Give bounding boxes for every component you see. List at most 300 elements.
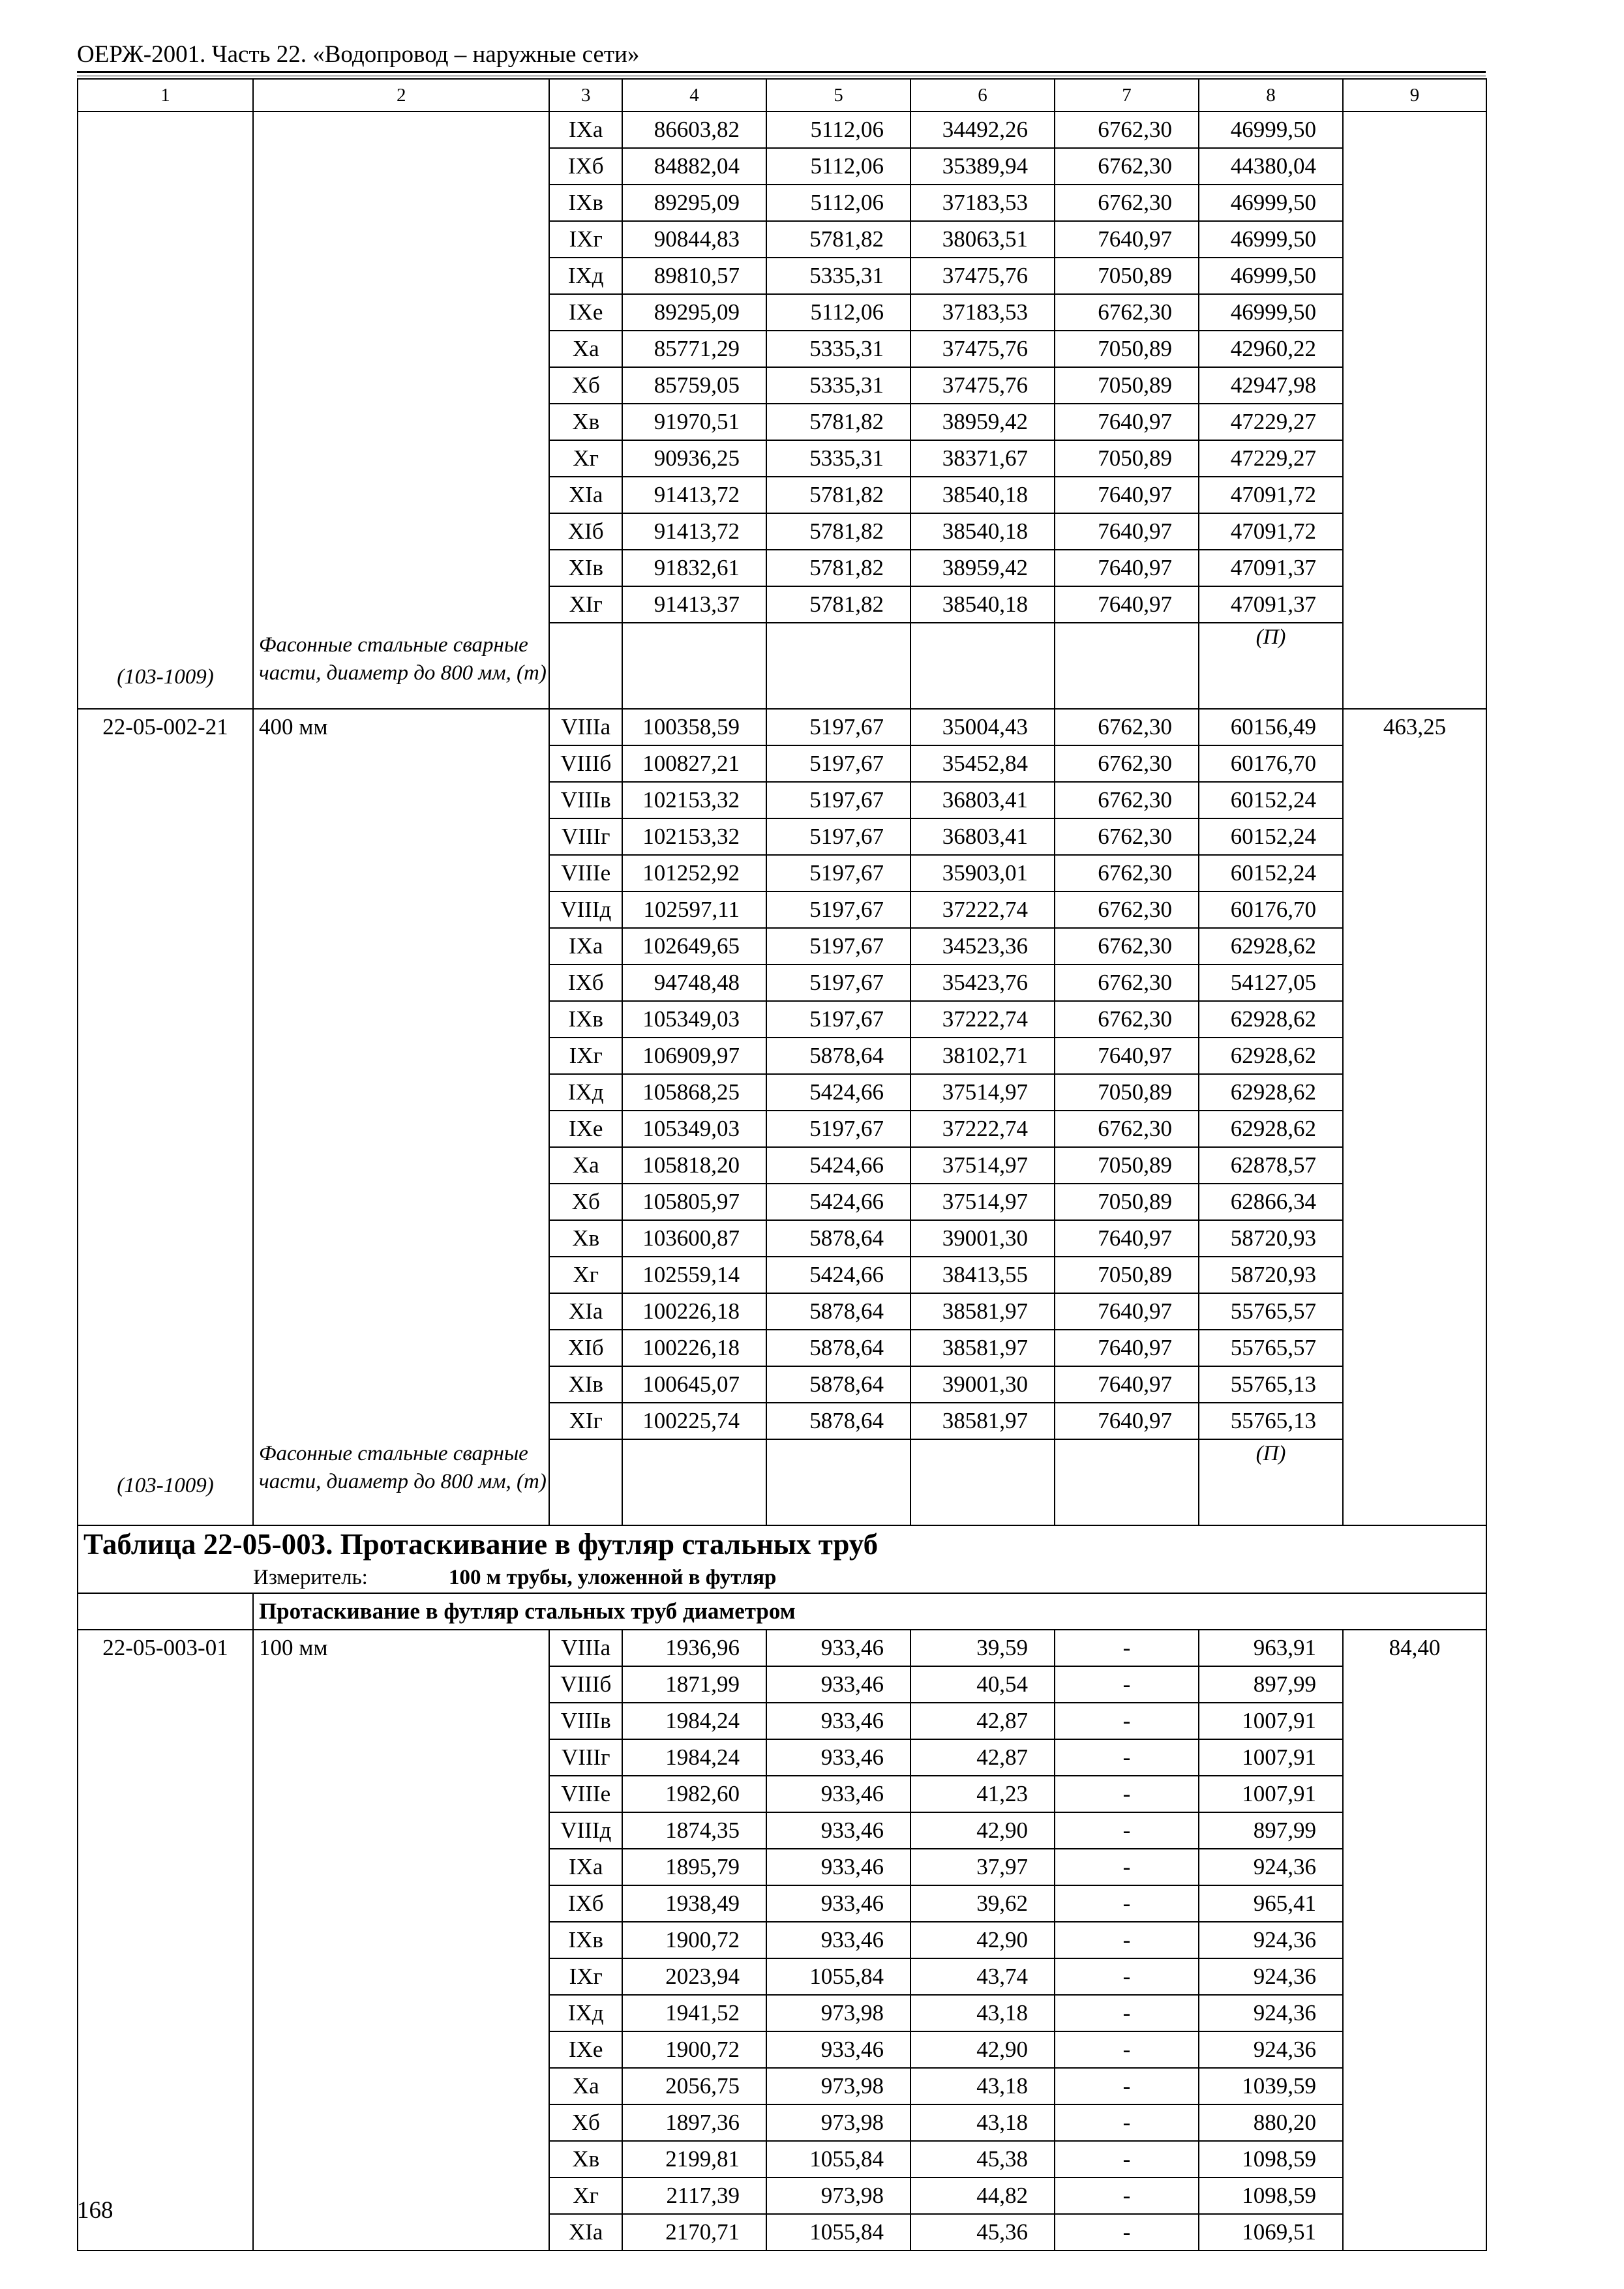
cell-col4: 91832,61	[622, 550, 766, 586]
column-number: 3	[549, 79, 622, 112]
section-empty-cell	[78, 1593, 253, 1630]
cell-region: Xг	[549, 1257, 622, 1293]
cell-col6: 38959,42	[910, 404, 1055, 440]
cell-col5: 5878,64	[766, 1293, 910, 1330]
cell-col5: 5335,31	[766, 258, 910, 294]
cell-region: IXа	[549, 1849, 622, 1885]
cell-col5: 5781,82	[766, 221, 910, 258]
page-number: 168	[77, 2197, 113, 2224]
cell-col7: 7640,97	[1055, 1220, 1199, 1257]
resource-name-note: Фасонные стальные сварные части, диаметр до 800 мм, (т)	[258, 1442, 547, 1493]
cell-col4: 1941,52	[622, 1995, 766, 2031]
cell-col7: -	[1055, 2104, 1199, 2141]
cell-col8: 62928,62	[1199, 1074, 1343, 1111]
cell-col8: 47229,27	[1199, 404, 1343, 440]
resource-name-note: Фасонные стальные сварные части, диаметр до 800 мм, (т)	[258, 633, 547, 685]
cell-col7: 6762,30	[1055, 891, 1199, 928]
rate-code: 22-05-003-01	[78, 1630, 253, 2251]
cell-col7: 7050,89	[1055, 1184, 1199, 1220]
cell-col5: 5197,67	[766, 709, 910, 745]
cell-col5: 5335,31	[766, 440, 910, 477]
cell-col5: 5335,31	[766, 367, 910, 404]
cell-col7: 7640,97	[1055, 1403, 1199, 1439]
cell-col4: 102153,32	[622, 782, 766, 818]
cell-region: IXе	[549, 294, 622, 331]
cell-region: XIв	[549, 1366, 622, 1403]
cell-col5: 973,98	[766, 1995, 910, 2031]
cell-col6: 36803,41	[910, 818, 1055, 855]
cell-region: VIIIв	[549, 782, 622, 818]
rates-table	[77, 78, 1487, 2251]
rates-table-body	[78, 79, 1486, 2251]
cell-col5: 933,46	[766, 1922, 910, 1958]
cell-col6: 42,87	[910, 1739, 1055, 1776]
cell-col4: 89295,09	[622, 185, 766, 221]
cell-region: XIб	[549, 513, 622, 550]
cell-col5: 933,46	[766, 1703, 910, 1739]
cell-col5: 933,46	[766, 2031, 910, 2068]
cell-col7: 7640,97	[1055, 221, 1199, 258]
cell-region: Xв	[549, 2141, 622, 2177]
cell-region: IXа	[549, 112, 622, 148]
note-empty-cell	[766, 1439, 910, 1525]
cell-col7: 6762,30	[1055, 294, 1199, 331]
cell-col8: 62928,62	[1199, 928, 1343, 965]
cell-col4: 2056,75	[622, 2068, 766, 2104]
cell-col7: -	[1055, 2177, 1199, 2214]
cell-region: Xа	[549, 331, 622, 367]
cell-col7: 6762,30	[1055, 709, 1199, 745]
cell-col4: 84882,04	[622, 148, 766, 185]
cell-col6: 40,54	[910, 1666, 1055, 1703]
cell-col8: 54127,05	[1199, 965, 1343, 1001]
cell-col4: 91413,72	[622, 513, 766, 550]
cell-col6: 38959,42	[910, 550, 1055, 586]
cell-col5: 5112,06	[766, 148, 910, 185]
cell-col4: 100226,18	[622, 1330, 766, 1366]
cell-col5: 5112,06	[766, 185, 910, 221]
cell-col8: 62928,62	[1199, 1111, 1343, 1147]
resource-unit-note: (П)	[1256, 625, 1286, 649]
cell-col7: -	[1055, 1885, 1199, 1922]
cell-col7: 6762,30	[1055, 965, 1199, 1001]
cell-region: VIIIг	[549, 818, 622, 855]
cell-col4: 86603,82	[622, 112, 766, 148]
page-header: ОЕРЖ-2001. Часть 22. «Водопровод – наружные сети»	[77, 41, 640, 68]
cell-col5: 5781,82	[766, 550, 910, 586]
cell-col6: 39,62	[910, 1885, 1055, 1922]
cell-col8: 60152,24	[1199, 855, 1343, 891]
cell-col6: 39001,30	[910, 1366, 1055, 1403]
cell-col8: 924,36	[1199, 1849, 1343, 1885]
cell-region: VIIIг	[549, 1739, 622, 1776]
cell-col6: 37222,74	[910, 891, 1055, 928]
cell-col7: 6762,30	[1055, 928, 1199, 965]
cell-col6: 34492,26	[910, 112, 1055, 148]
cell-region: Xв	[549, 404, 622, 440]
cell-col6: 43,74	[910, 1958, 1055, 1995]
cell-col6: 35004,43	[910, 709, 1055, 745]
cell-col4: 85771,29	[622, 331, 766, 367]
cell-col6: 35903,01	[910, 855, 1055, 891]
cell-col8: 924,36	[1199, 1922, 1343, 1958]
cell-region: VIIIд	[549, 1812, 622, 1849]
cell-col8: 44380,04	[1199, 148, 1343, 185]
cell-col7: -	[1055, 1922, 1199, 1958]
cell-col6: 37475,76	[910, 367, 1055, 404]
note-empty-cell	[622, 1439, 766, 1525]
table-title: Таблица 22-05-003. Протаскивание в футляр стальных труб	[83, 1528, 879, 1561]
cell-col4: 89810,57	[622, 258, 766, 294]
cell-col7: 6762,30	[1055, 818, 1199, 855]
cell-col4: 102597,11	[622, 891, 766, 928]
cell-col7: -	[1055, 2031, 1199, 2068]
cell-col6: 39001,30	[910, 1220, 1055, 1257]
cell-region: Xг	[549, 440, 622, 477]
cell-col8: 60156,49	[1199, 709, 1343, 745]
cell-col8: 1098,59	[1199, 2177, 1343, 2214]
cell-col7: 6762,30	[1055, 112, 1199, 148]
cell-col4: 94748,48	[622, 965, 766, 1001]
cell-col6: 38581,97	[910, 1403, 1055, 1439]
cell-col5: 5197,67	[766, 782, 910, 818]
cell-col4: 101252,92	[622, 855, 766, 891]
cell-col6: 38540,18	[910, 513, 1055, 550]
rate-name: 100 мм	[253, 1630, 550, 2251]
cell-col8: 60152,24	[1199, 782, 1343, 818]
cell-col5: 1055,84	[766, 1958, 910, 1995]
cell-region: IXб	[549, 148, 622, 185]
cell-col5: 5197,67	[766, 1001, 910, 1038]
cell-col7: 7640,97	[1055, 1293, 1199, 1330]
cell-col7: -	[1055, 1776, 1199, 1812]
cell-col5: 5197,67	[766, 1111, 910, 1147]
cell-col5: 5335,31	[766, 331, 910, 367]
cell-col8: 60176,70	[1199, 745, 1343, 782]
cell-region: IXд	[549, 1074, 622, 1111]
cell-col7: -	[1055, 1739, 1199, 1776]
cell-col6: 44,82	[910, 2177, 1055, 2214]
cell-col4: 1982,60	[622, 1776, 766, 1812]
cell-col8: 924,36	[1199, 1995, 1343, 2031]
cell-col8: 924,36	[1199, 2031, 1343, 2068]
resource-code-note: (103-1009)	[117, 665, 214, 689]
cell-col6: 38413,55	[910, 1257, 1055, 1293]
cell-col6: 34523,36	[910, 928, 1055, 965]
cell-col6: 38581,97	[910, 1293, 1055, 1330]
note-empty-cell	[766, 623, 910, 709]
cell-col7: -	[1055, 1958, 1199, 1995]
cell-col8: 47091,37	[1199, 586, 1343, 623]
cell-region: VIIIв	[549, 1703, 622, 1739]
section-row	[78, 1593, 1486, 1630]
cell-region: IXб	[549, 1885, 622, 1922]
col9-cell: 84,40	[1343, 1630, 1486, 2251]
cell-region: Xг	[549, 2177, 622, 2214]
cell-col6: 39,59	[910, 1630, 1055, 1666]
rate-code: 22-05-002-21	[102, 714, 228, 740]
cell-col7: -	[1055, 2068, 1199, 2104]
cell-col5: 5424,66	[766, 1257, 910, 1293]
cell-col4: 100226,18	[622, 1293, 766, 1330]
cell-col8: 46999,50	[1199, 112, 1343, 148]
column-number: 9	[1343, 79, 1486, 112]
cell-col6: 37514,97	[910, 1147, 1055, 1184]
cell-region: IXе	[549, 1111, 622, 1147]
cell-col6: 37475,76	[910, 331, 1055, 367]
note-empty-cell	[910, 1439, 1055, 1525]
note-empty-cell	[1055, 1439, 1199, 1525]
cell-col5: 973,98	[766, 2104, 910, 2141]
cell-col5: 5781,82	[766, 513, 910, 550]
cell-col7: 7640,97	[1055, 513, 1199, 550]
note-empty-cell	[1055, 623, 1199, 709]
cell-region: VIIIб	[549, 1666, 622, 1703]
cell-col5: 933,46	[766, 1666, 910, 1703]
cell-col4: 103600,87	[622, 1220, 766, 1257]
cell-col7: -	[1055, 1666, 1199, 1703]
cell-col5: 5424,66	[766, 1184, 910, 1220]
cell-col7: 7640,97	[1055, 1330, 1199, 1366]
column-number: 6	[910, 79, 1055, 112]
cell-region: VIIIе	[549, 855, 622, 891]
cell-col6: 38540,18	[910, 477, 1055, 513]
cell-col5: 5878,64	[766, 1403, 910, 1439]
cell-col8: 1069,51	[1199, 2214, 1343, 2251]
cell-col4: 1984,24	[622, 1703, 766, 1739]
cell-col5: 5424,66	[766, 1147, 910, 1184]
cell-col7: 7050,89	[1055, 258, 1199, 294]
cell-col4: 102153,32	[622, 818, 766, 855]
note-col8-cell	[1199, 623, 1343, 709]
cell-col4: 91413,37	[622, 586, 766, 623]
cell-col6: 38063,51	[910, 221, 1055, 258]
cell-col8: 1007,91	[1199, 1703, 1343, 1739]
cell-col5: 5112,06	[766, 112, 910, 148]
cell-col5: 5878,64	[766, 1366, 910, 1403]
cell-region: IXб	[549, 965, 622, 1001]
cell-col8: 46999,50	[1199, 258, 1343, 294]
cell-region: XIв	[549, 550, 622, 586]
cell-col4: 2170,71	[622, 2214, 766, 2251]
cell-col8: 897,99	[1199, 1666, 1343, 1703]
cell-col8: 1039,59	[1199, 2068, 1343, 2104]
cell-col6: 37183,53	[910, 185, 1055, 221]
cell-region: VIIIа	[549, 1630, 622, 1666]
cell-col5: 5781,82	[766, 404, 910, 440]
cell-col6: 42,90	[910, 1812, 1055, 1849]
cell-col4: 105349,03	[622, 1001, 766, 1038]
cell-col5: 5781,82	[766, 586, 910, 623]
cell-col8: 62928,62	[1199, 1001, 1343, 1038]
cell-col6: 41,23	[910, 1776, 1055, 1812]
cell-col4: 2199,81	[622, 2141, 766, 2177]
cell-col5: 5197,67	[766, 745, 910, 782]
cell-col5: 5197,67	[766, 891, 910, 928]
cell-col4: 105349,03	[622, 1111, 766, 1147]
cell-col4: 1938,49	[622, 1885, 766, 1922]
measure-label: Измеритель:	[253, 1566, 368, 1589]
cell-region: XIа	[549, 1293, 622, 1330]
cell-col4: 89295,09	[622, 294, 766, 331]
cell-region: VIIIа	[549, 709, 622, 745]
column-number-row	[78, 79, 1486, 112]
cell-region: VIIIб	[549, 745, 622, 782]
cell-col6: 43,18	[910, 2068, 1055, 2104]
cell-col7: 6762,30	[1055, 1001, 1199, 1038]
rates-table-sheet	[77, 78, 1487, 2251]
cell-col6: 35452,84	[910, 745, 1055, 782]
cell-col8: 55765,13	[1199, 1366, 1343, 1403]
cell-col4: 102649,65	[622, 928, 766, 965]
cell-col8: 963,91	[1199, 1630, 1343, 1666]
cell-region: IXе	[549, 2031, 622, 2068]
cell-col8: 58720,93	[1199, 1257, 1343, 1293]
column-number: 2	[253, 79, 550, 112]
cell-col6: 45,36	[910, 2214, 1055, 2251]
cell-region: IXд	[549, 1995, 622, 2031]
cell-col5: 5112,06	[766, 294, 910, 331]
cell-col5: 933,46	[766, 1739, 910, 1776]
cell-col5: 5878,64	[766, 1038, 910, 1074]
cell-col7: 6762,30	[1055, 745, 1199, 782]
table-row	[78, 112, 1486, 148]
cell-region: IXа	[549, 928, 622, 965]
cell-col6: 35423,76	[910, 965, 1055, 1001]
column-number: 8	[1199, 79, 1343, 112]
cell-region: Xб	[549, 367, 622, 404]
cell-region: IXг	[549, 1958, 622, 1995]
cell-col8: 47091,72	[1199, 477, 1343, 513]
cell-col5: 5424,66	[766, 1074, 910, 1111]
cell-col6: 37183,53	[910, 294, 1055, 331]
cell-col7: 6762,30	[1055, 185, 1199, 221]
cell-col8: 1098,59	[1199, 2141, 1343, 2177]
cell-col7: -	[1055, 1812, 1199, 1849]
table-title-cell	[78, 1525, 1486, 1593]
cell-col4: 105868,25	[622, 1074, 766, 1111]
column-number: 5	[766, 79, 910, 112]
cell-col5: 5781,82	[766, 477, 910, 513]
cell-col5: 5197,67	[766, 928, 910, 965]
header-rule-thick	[77, 71, 1486, 73]
note-empty-cell	[622, 623, 766, 709]
cell-col6: 38371,67	[910, 440, 1055, 477]
section-title: Протаскивание в футляр стальных труб диаметром	[253, 1593, 1486, 1630]
cell-col4: 1895,79	[622, 1849, 766, 1885]
name-cell	[253, 112, 550, 709]
cell-col8: 47229,27	[1199, 440, 1343, 477]
cell-region: VIIIе	[549, 1776, 622, 1812]
cell-col7: 7640,97	[1055, 586, 1199, 623]
cell-col8: 42947,98	[1199, 367, 1343, 404]
cell-col7: -	[1055, 1703, 1199, 1739]
cell-region: IXг	[549, 1038, 622, 1074]
note-empty-cell	[910, 623, 1055, 709]
table-row	[78, 709, 1486, 745]
cell-col5: 5197,67	[766, 855, 910, 891]
cell-col4: 90936,25	[622, 440, 766, 477]
code-cell	[78, 112, 253, 709]
note-empty-cell	[549, 1439, 622, 1525]
cell-col8: 62878,57	[1199, 1147, 1343, 1184]
cell-col5: 973,98	[766, 2068, 910, 2104]
cell-col6: 37222,74	[910, 1111, 1055, 1147]
cell-col8: 924,36	[1199, 1958, 1343, 1995]
cell-col7: -	[1055, 1995, 1199, 2031]
col9-cell	[1343, 112, 1486, 709]
cell-col5: 933,46	[766, 1885, 910, 1922]
cell-col4: 85759,05	[622, 367, 766, 404]
cell-col7: 6762,30	[1055, 1111, 1199, 1147]
cell-region: Xв	[549, 1220, 622, 1257]
cell-col6: 45,38	[910, 2141, 1055, 2177]
cell-col4: 91970,51	[622, 404, 766, 440]
cell-col6: 42,90	[910, 1922, 1055, 1958]
note-col8-cell	[1199, 1439, 1343, 1525]
cell-col7: -	[1055, 1630, 1199, 1666]
cell-col7: 7050,89	[1055, 440, 1199, 477]
cell-col7: 6762,30	[1055, 782, 1199, 818]
cell-col4: 100827,21	[622, 745, 766, 782]
col9-cell: 463,25	[1343, 709, 1486, 1525]
cell-col7: 7050,89	[1055, 367, 1199, 404]
cell-col4: 2117,39	[622, 2177, 766, 2214]
cell-col8: 62866,34	[1199, 1184, 1343, 1220]
cell-col4: 1871,99	[622, 1666, 766, 1703]
cell-col8: 60176,70	[1199, 891, 1343, 928]
cell-region: Xб	[549, 2104, 622, 2141]
cell-col8: 42960,22	[1199, 331, 1343, 367]
cell-col6: 37,97	[910, 1849, 1055, 1885]
cell-col7: -	[1055, 1849, 1199, 1885]
cell-col5: 933,46	[766, 1849, 910, 1885]
cell-region: IXв	[549, 1001, 622, 1038]
cell-col8: 55765,57	[1199, 1293, 1343, 1330]
cell-col8: 880,20	[1199, 2104, 1343, 2141]
cell-col4: 100225,74	[622, 1403, 766, 1439]
cell-region: IXд	[549, 258, 622, 294]
cell-col5: 5878,64	[766, 1220, 910, 1257]
cell-col4: 91413,72	[622, 477, 766, 513]
cell-col7: 6762,30	[1055, 855, 1199, 891]
cell-col6: 36803,41	[910, 782, 1055, 818]
cell-col7: -	[1055, 2141, 1199, 2177]
column-number: 1	[78, 79, 253, 112]
cell-region: IXг	[549, 221, 622, 258]
cell-col5: 933,46	[766, 1630, 910, 1666]
cell-col8: 1007,91	[1199, 1776, 1343, 1812]
cell-col8: 46999,50	[1199, 185, 1343, 221]
cell-col7: 7050,89	[1055, 1257, 1199, 1293]
cell-region: XIа	[549, 477, 622, 513]
cell-col4: 1900,72	[622, 1922, 766, 1958]
resource-unit-note: (П)	[1256, 1442, 1286, 1465]
cell-col4: 1936,96	[622, 1630, 766, 1666]
cell-col7: 7050,89	[1055, 1074, 1199, 1111]
cell-col7: 7050,89	[1055, 1147, 1199, 1184]
cell-col5: 5878,64	[766, 1330, 910, 1366]
cell-col6: 37514,97	[910, 1184, 1055, 1220]
cell-col4: 106909,97	[622, 1038, 766, 1074]
cell-region: Xа	[549, 1147, 622, 1184]
cell-col4: 105818,20	[622, 1147, 766, 1184]
cell-col8: 897,99	[1199, 1812, 1343, 1849]
cell-col4: 105805,97	[622, 1184, 766, 1220]
cell-col8: 62928,62	[1199, 1038, 1343, 1074]
cell-col7: 7640,97	[1055, 404, 1199, 440]
cell-col8: 1007,91	[1199, 1739, 1343, 1776]
